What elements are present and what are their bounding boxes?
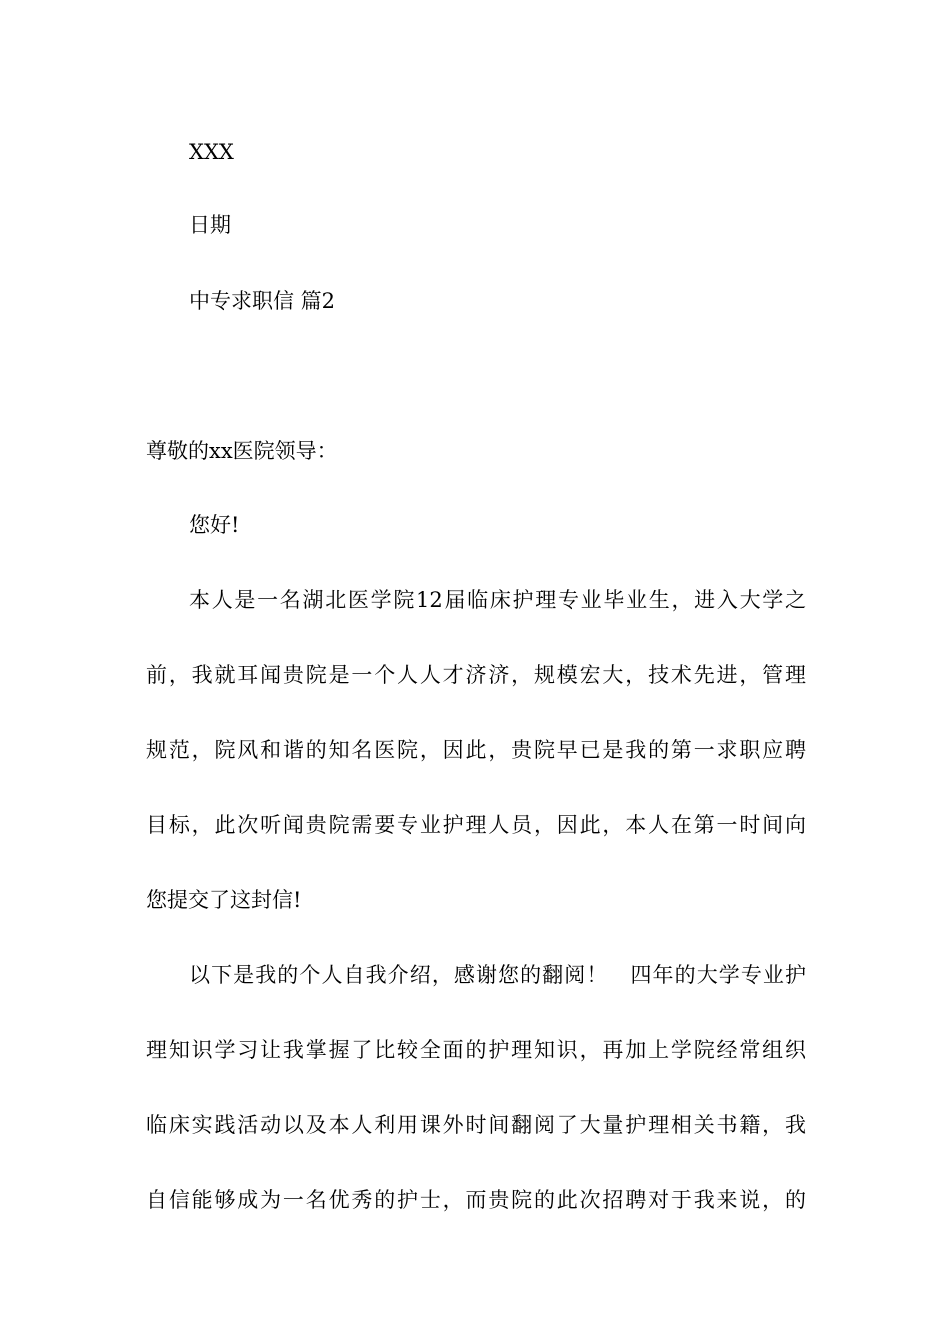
paragraph2-line: 以下是我的个人自我介绍，感谢您的翻阅！ 四年的大学专业护 (189, 963, 806, 987)
paragraph1-line: 目标，此次听闻贵院需要专业护理人员，因此，本人在第一时间向 (146, 813, 806, 837)
paragraph1-line: 本人是一名湖北医学院12届临床护理专业毕业生，进入大学之 (189, 588, 806, 612)
greeting: 您好! (189, 513, 240, 537)
signature-name: XXX (189, 140, 234, 164)
paragraph1-line: 您提交了这封信! (146, 888, 302, 912)
paragraph2-line: 自信能够成为一名优秀的护士，而贵院的此次招聘对于我来说，的 (146, 1188, 806, 1212)
paragraph2-line: 理知识学习让我掌握了比较全面的护理知识，再加上学院经常组织 (146, 1038, 806, 1062)
paragraph1-line: 前，我就耳闻贵院是一个人人才济济，规模宏大，技术先进，管理 (146, 663, 806, 687)
signature-date: 日期 (189, 213, 231, 237)
paragraph2-line: 临床实践活动以及本人利用课外时间翻阅了大量护理相关书籍，我 (146, 1113, 806, 1137)
salutation: 尊敬的xx医院领导： (146, 439, 338, 463)
section-title: 中专求职信 篇2 (189, 289, 336, 313)
paragraph1-line: 规范，院风和谐的知名医院，因此，贵院早已是我的第一求职应聘 (146, 738, 806, 762)
